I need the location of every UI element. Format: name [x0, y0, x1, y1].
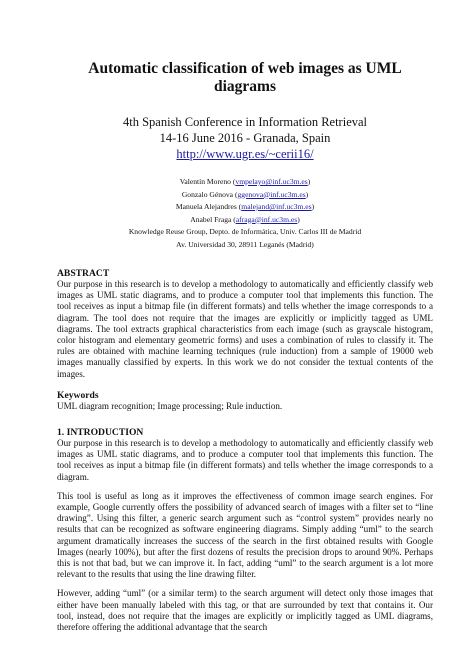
author-email-link[interactable]: afraga@inf.uc3m.es: [235, 214, 298, 224]
author-line: Gonzalo Génova (ggenova@inf.uc3m.es): [181, 189, 309, 199]
affiliation-line: Knowledge Reuse Group, Depto. de Informática, Univ. Carlos III de Madrid: [128, 227, 362, 236]
author-email-link[interactable]: ggenova@inf.uc3m.es: [237, 189, 306, 199]
conference-url-link[interactable]: http://www.ugr.es/~cerii16/: [176, 147, 314, 161]
abstract-text: Our purpose in this research is to develop a methodology to automatically and efficiently classify web images as UML static diagrams, and to produce a computer tool that implements this function. The tool receives as input a bitmap file (in different formats) and tells whether the image corresponds to a diagram. The tool does not require that the images are explicitly or implicitly tagged as UML diagrams. The tool extracts graphical characteristics from each image (such as grayscale histogram, color histogram and elementary geometric forms) and uses a combination of rules to classify it. The rules are obtained with machine learning techniques (rule induction) from a sample of 19000 web images manually classified by experts. In this work we do not consider the textual contents of the images.: [57, 279, 433, 379]
keywords-text: UML diagram recognition; Image processing; Rule induction.: [57, 400, 283, 411]
introduction-heading: 1. INTRODUCTION: [57, 427, 144, 439]
author-line: Anabel Fraga (afraga@inf.uc3m.es): [190, 214, 300, 224]
intro-paragraph: Our purpose in this research is to develop a methodology to automatically and efficiently classify web images as UML static diagrams, and to produce a computer tool that implements this function. The tool receives as input a bitmap file (in different formats) and tells whether the image corresponds to a diagram.: [57, 438, 433, 482]
author-name: Manuela Alejandres: [175, 202, 237, 211]
conference-name: 4th Spanish Conference in Information Retrieval: [122, 115, 368, 129]
address-line: Av. Universidad 30, 28911 Leganés (Madrid): [176, 239, 314, 249]
keywords-heading: Keywords: [57, 389, 99, 401]
author-line: Valentín Moreno (vmpelayo@inf.uc3m.es): [179, 177, 311, 186]
conference-dates: 14-16 June 2016 - Granada, Spain: [159, 131, 331, 145]
author-name: Valentín Moreno: [179, 177, 231, 186]
author-email-link[interactable]: malejand@inf.uc3m.es: [241, 202, 312, 211]
abstract-heading: ABSTRACT: [57, 268, 110, 279]
conference-info: [57, 114, 433, 162]
author-block: [57, 176, 433, 251]
author-line: Manuela Alejandres (malejand@inf.uc3m.es): [175, 202, 315, 211]
author-email-link[interactable]: vmpelayo@inf.uc3m.es: [235, 177, 308, 186]
author-name: Anabel Fraga: [190, 214, 232, 224]
intro-paragraph: This tool is useful as long as it improves the effectiveness of common image search engines. For example, Google currently offers the possibility of advanced search of images with a filter set to “line drawing”. Using this filter, a generic search argument such as “control system” provides nearly no results that can be recognized as software engineering diagrams. Simply adding “uml” to the search argument dramatically increases the success of the search in the first obtained results with Google Images (nearly 100%), but after the first dozens of results the precision drops to around 90%. Perhaps this is not that bad, but we can improve it. In fact, adding “uml” to the search argument is a lot more relevant to the results that using the line drawing filter.: [57, 490, 433, 580]
author-name: Gonzalo Génova: [181, 189, 234, 199]
paper-title: Automatic classification of web images as UML diagrams: [88, 60, 402, 95]
intro-paragraph: However, adding “uml” (or a similar term) to the search argument will detect only those images that either have been manually labeled with this tag, or that are surrounded by text that contains it. Our tool, instead, does not require that the images are explicitly or implicitly tagged as UML diagrams, therefore offering the additional advantage that the search: [57, 588, 433, 633]
